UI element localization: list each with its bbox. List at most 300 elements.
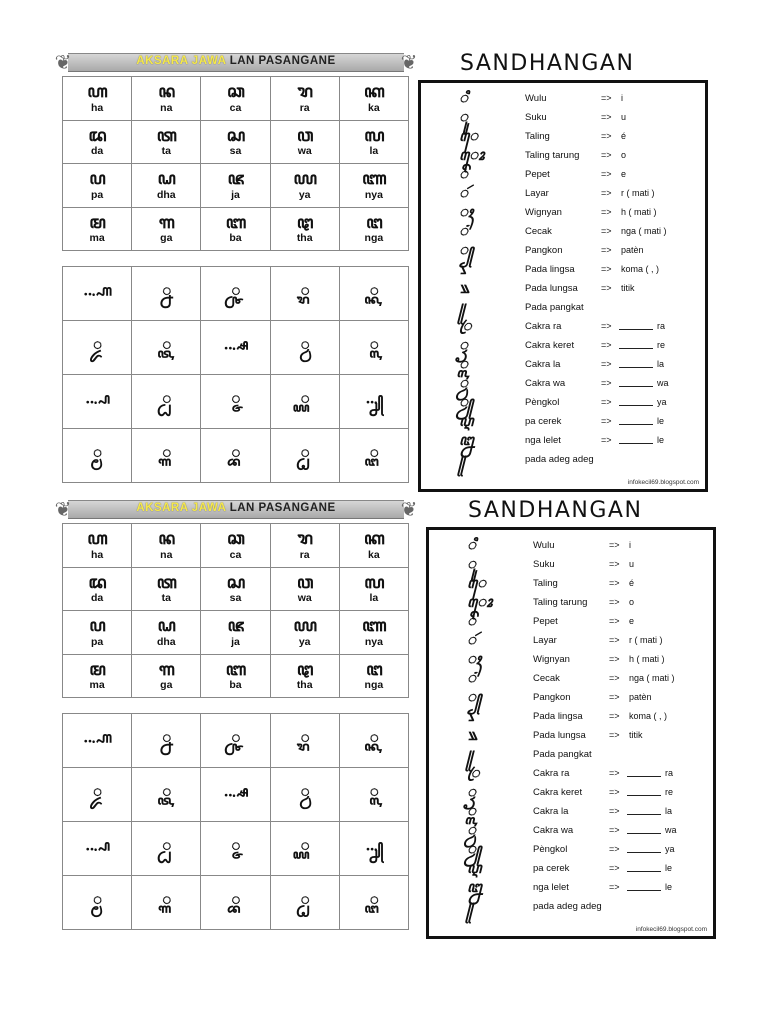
aksara-glyph: ꦢ (88, 125, 106, 146)
sandhangan-row (429, 764, 713, 783)
banner-title (54, 54, 418, 69)
sandhangan-suffix: ya (657, 397, 667, 407)
aksara-latin: ca (229, 548, 242, 561)
aksara-cell (271, 77, 340, 121)
aksara-cell (63, 611, 132, 655)
sandhangan-blank-line (627, 795, 661, 796)
sandhangan-arrow: => (601, 150, 612, 160)
sandhangan-symbol: ꦺꦴ (467, 593, 493, 611)
aksara-glyph: ꦫ (297, 529, 312, 549)
sandhangan-name: Pangkon (533, 692, 571, 703)
sandhangan-symbol: ꦾ (459, 393, 474, 411)
pasangan-cell (271, 768, 340, 822)
sandhangan-row (429, 612, 713, 631)
sandhangan-row (429, 783, 713, 802)
pasangan-cell (63, 321, 132, 375)
sandhangan-name: Cakra keret (533, 787, 583, 798)
scroll-ornament-icon: ❦ (54, 50, 72, 74)
pasangan-glyph: ꧀ꦤ (162, 281, 171, 299)
aksara-latin: la (369, 145, 379, 157)
pasangan-glyph: ꧀ꦮ (300, 782, 309, 800)
pasangan-glyph: ꧀ꦩ (93, 890, 102, 908)
pasangan-cell (132, 375, 201, 429)
aksara-cell (132, 655, 201, 699)
sandhangan-name: Pada lingsa (525, 264, 575, 275)
aksara-glyph: ꦠ (156, 572, 176, 593)
pasangan-glyph: ꧀ꦭ (369, 782, 378, 800)
sandhangan-row (421, 260, 705, 279)
sandhangan-blank-line (627, 814, 661, 815)
aksara-glyph: ꦩ (89, 659, 105, 680)
sandhangan-value: titik (621, 283, 635, 293)
sandhangan-symbol: ꦺꦴ (459, 146, 485, 164)
aksara-cell (63, 208, 132, 252)
pasangan-cell (201, 714, 270, 768)
sandhangan-symbol: ꦸ (467, 555, 476, 573)
aksara-cell (340, 568, 409, 612)
sandhangan-suffix: le (665, 882, 673, 892)
sandhangan-symbol: ꦸ (459, 108, 468, 126)
sandhangan-value: koma ( , ) (629, 711, 668, 721)
sandhangan-title: SANDHANGAN (468, 498, 643, 523)
aksara-glyph: ꦪ (293, 169, 316, 189)
sandhangan-name: Pepet (525, 169, 550, 180)
sandhangan-blank-line (619, 329, 653, 330)
sandhangan-value: i (621, 93, 623, 103)
aksara-latin: ma (89, 232, 105, 244)
sandhangan-value: titik (629, 730, 643, 740)
sandhangan-name: Taling tarung (525, 150, 580, 161)
aksara-glyph: ꦔ (366, 659, 382, 680)
sandhangan-arrow: => (609, 692, 620, 702)
sandhangan-suffix: le (657, 416, 665, 426)
sandhangan-value: é (621, 131, 627, 141)
sandhangan-arrow: => (609, 825, 620, 835)
aksara-cell (132, 208, 201, 252)
sandhangan-symbol: ꧋ (467, 745, 474, 763)
pasangan-glyph: ꧀ꦔ (369, 443, 378, 461)
pasangan-cell (271, 375, 340, 429)
sandhangan-value: é (629, 578, 635, 588)
sandhangan-row (429, 878, 713, 897)
aksara-glyph: ꦮ (296, 125, 313, 146)
sandhangan-row (429, 631, 713, 650)
pasangan-glyph: ...꧀ꦱ (223, 782, 248, 800)
banner-title (54, 501, 418, 516)
aksara-glyph: ꦠ (156, 125, 176, 146)
scroll-ornament-icon: ❦ (400, 50, 418, 74)
sandhangan-blank-line (619, 405, 653, 406)
aksara-cell (63, 524, 132, 568)
pasangan-cell (132, 267, 201, 321)
aksara-glyph: ꦗ (227, 616, 244, 636)
sandhangan-symbol: ꦿ (459, 317, 472, 335)
sandhangan-name: Pada lingsa (533, 711, 583, 722)
sandhangan-row (421, 450, 705, 469)
pasangan-cell (201, 429, 270, 483)
pasangan-glyph: ꧀ꦕ (231, 281, 240, 299)
sandhangan-name: Wignyan (533, 654, 570, 665)
aksara-banner (54, 50, 418, 74)
aksara-latin: sa (229, 592, 242, 604)
sandhangan-row (421, 412, 705, 431)
aksara-latin: ra (299, 101, 310, 114)
sandhangan-symbol: ꧈ (459, 260, 467, 278)
sandhangan-name: Layar (525, 188, 549, 199)
sandhangan-arrow: => (609, 597, 620, 607)
pasangan-glyph: ...꧀ꦚ (365, 836, 383, 854)
sandhangan-name: Pepet (533, 616, 558, 627)
sandhangan-symbol: ꦼ (459, 165, 468, 183)
sandhangan-suffix: la (665, 806, 673, 816)
aksara-cell (271, 655, 340, 699)
aksara-cell (201, 121, 270, 165)
sandhangan-name: Pèngkol (525, 397, 560, 408)
sandhangan-symbol: ꧉ (459, 279, 470, 297)
banner-title-rest: LAN PASANGANE (229, 55, 336, 67)
sandhangan-arrow: => (601, 435, 612, 445)
aksara-latin: na (160, 101, 173, 114)
sandhangan-arrow: => (609, 882, 620, 892)
pasangan-cell (201, 375, 270, 429)
sandhangan-name: Cakra wa (525, 378, 566, 389)
aksara-latin: ka (368, 101, 380, 114)
sandhangan-arrow: => (609, 616, 620, 626)
credit-text: infokecil69.blogspot.com (635, 926, 707, 933)
aksara-glyph: ꦭ (364, 572, 384, 593)
sandhangan-row (429, 840, 713, 859)
sandhangan-symbol: ꦊ (459, 431, 474, 449)
pasangan-cell (271, 876, 340, 930)
sandhangan-name: Pada pangkat (525, 302, 584, 313)
sandhangan-name: Wulu (533, 540, 555, 551)
sandhangan-row (421, 241, 705, 260)
pasangan-table (62, 266, 409, 483)
aksara-glyph: ꦝ (157, 616, 175, 636)
aksara-cell (63, 77, 132, 121)
sandhangan-arrow: => (601, 207, 612, 217)
aksara-glyph: ꦥ (89, 169, 105, 189)
sandhangan-value: r ( mati ) (621, 188, 655, 198)
aksara-glyph: ꦒ (158, 212, 174, 233)
sandhangan-row (429, 593, 713, 612)
aksara-latin: nya (364, 188, 383, 201)
sandhangan-name: Pada pangkat (533, 749, 592, 760)
sandhangan-row (421, 222, 705, 241)
sandhangan-suffix: wa (657, 378, 669, 388)
sandhangan-value: u (621, 112, 627, 122)
sandhangan-row (429, 726, 713, 745)
pasangan-glyph: ꧀ꦠ (162, 782, 171, 800)
aksara-glyph: ꦲ (87, 529, 107, 549)
aksara-cell (201, 655, 270, 699)
sandhangan-row (421, 374, 705, 393)
sandhangan-arrow: => (601, 378, 612, 388)
sandhangan-suffix: wa (665, 825, 677, 835)
sandhangan-arrow: => (609, 540, 620, 550)
sandhangan-symbol: ꦉ (467, 859, 482, 877)
pasangan-glyph: ꧀ꦕ (231, 728, 240, 746)
aksara-glyph: ꦗ (227, 169, 244, 189)
aksara-glyph: ꦱ (226, 572, 245, 593)
sandhangan-arrow: => (601, 93, 612, 103)
aksara-glyph: ꦚ (362, 169, 386, 189)
aksara-latin: pa (90, 188, 104, 201)
aksara-latin: ya (298, 188, 311, 201)
sandhangan-name: Cecak (525, 226, 552, 237)
sandhangan-row (421, 298, 705, 317)
sandhangan-name: Pèngkol (533, 844, 568, 855)
pasangan-table (62, 713, 409, 930)
aksara-cell (201, 208, 270, 252)
pasangan-cell (340, 429, 409, 483)
sandhangan-row (421, 203, 705, 222)
sandhangan-row (429, 650, 713, 669)
sandhangan-row (429, 669, 713, 688)
pasangan-glyph: ꧀ꦢ (93, 335, 102, 353)
sandhangan-name: Taling tarung (533, 597, 588, 608)
pasangan-glyph: ꧀ꦔ (369, 890, 378, 908)
sandhangan-arrow: => (601, 321, 612, 331)
pasangan-glyph: ꧀ꦭ (369, 335, 378, 353)
pasangan-glyph: ...꧀ꦲ (83, 728, 111, 746)
aksara-cell (271, 121, 340, 165)
sandhangan-symbol: ꦺ (459, 127, 479, 145)
pasangan-cell (63, 714, 132, 768)
sandhangan-name: Cakra keret (525, 340, 575, 351)
sandhangan-symbol: ꦁ (467, 669, 476, 687)
aksara-glyph: ꦕ (227, 529, 244, 549)
sandhangan-arrow: => (601, 264, 612, 274)
sandhangan-title: SANDHANGAN (460, 51, 635, 76)
aksara-latin: wa (297, 592, 312, 604)
sandhangan-arrow: => (601, 340, 612, 350)
sandhangan-row (421, 431, 705, 450)
sandhangan-row (421, 355, 705, 374)
aksara-cell (340, 164, 409, 208)
sandhangan-symbol: ꦃ (467, 650, 482, 668)
aksara-cell (271, 164, 340, 208)
pasangan-cell (63, 876, 132, 930)
sandhangan-symbol: ꦂ (459, 184, 468, 202)
pasangan-glyph: ...꧀ꦥ (85, 836, 110, 854)
banner-title-rest: LAN PASANGANE (229, 502, 336, 514)
aksara-latin: ka (368, 548, 380, 561)
sandhangan-symbol: ꦺ (467, 574, 487, 592)
sandhangan-suffix: la (657, 359, 665, 369)
aksara-cell (132, 164, 201, 208)
pasangan-cell (63, 768, 132, 822)
sandhangan-name: Suku (525, 112, 547, 123)
sandhangan-arrow: => (609, 844, 620, 854)
aksara-glyph: ꦫ (297, 82, 312, 102)
aksara-latin: da (90, 145, 104, 157)
aksara-glyph: ꦲ (87, 82, 107, 102)
sandhangan-symbol: ꦉ (459, 412, 474, 430)
pasangan-cell (63, 267, 132, 321)
sandhangan-symbol: ꦊ (467, 878, 482, 896)
aksara-cell (201, 611, 270, 655)
aksara-glyph: ꦤ (158, 529, 175, 549)
aksara-latin: ha (90, 101, 104, 114)
aksara-latin: sa (229, 145, 242, 157)
aksara-cell (340, 611, 409, 655)
sandhangan-arrow: => (601, 112, 612, 122)
aksara-cell (271, 611, 340, 655)
aksara-banner (54, 497, 418, 521)
pasangan-cell (271, 714, 340, 768)
aksara-cell (132, 611, 201, 655)
sandhangan-arrow: => (609, 635, 620, 645)
sandhangan-blank-line (619, 348, 653, 349)
aksara-glyph: ꦝ (157, 169, 175, 189)
aksara-glyph: ꦚ (362, 616, 386, 636)
pasangan-glyph: ...꧀ꦲ (83, 281, 111, 299)
aksara-latin: ca (229, 101, 242, 114)
sandhangan-row (429, 745, 713, 764)
sandhangan-row (429, 821, 713, 840)
sandhangan-name: Cakra la (533, 806, 569, 817)
aksara-glyph: ꦧ (225, 659, 246, 680)
pasangan-cell (201, 768, 270, 822)
sandhangan-value: koma ( , ) (621, 264, 660, 274)
sandhangan-row (429, 688, 713, 707)
aksara-glyph: ꦤ (158, 82, 175, 102)
aksara-latin: ja (231, 635, 240, 648)
sandhangan-symbol: ꧋ (459, 450, 466, 468)
sandhangan-panel (418, 80, 708, 492)
sandhangan-row (429, 555, 713, 574)
sandhangan-suffix: re (657, 340, 666, 350)
aksara-glyph: ꦏ (364, 82, 384, 102)
pasangan-cell (271, 321, 340, 375)
sandhangan-row (421, 336, 705, 355)
sandhangan-name: Pangkon (525, 245, 563, 256)
sandhangan-arrow: => (601, 359, 612, 369)
banner-title-highlight: AKSARA JAWA (136, 55, 226, 67)
sandhangan-name: Wulu (525, 93, 547, 104)
pasangan-cell (132, 876, 201, 930)
aksara-latin: pa (90, 635, 104, 648)
aksara-cell (340, 524, 409, 568)
sandhangan-arrow: => (601, 283, 612, 293)
sandhangan-name: pa cerek (533, 863, 570, 874)
pasangan-glyph: ꧀ꦤ (162, 728, 171, 746)
sandhangan-value: h ( mati ) (629, 654, 665, 664)
sandhangan-row (429, 574, 713, 593)
aksara-latin: nga (364, 232, 384, 244)
sandhangan-name: Cecak (533, 673, 560, 684)
sandhangan-blank-line (627, 776, 661, 777)
sandhangan-name: pada adeg adeg (533, 901, 602, 912)
aksara-latin: ta (161, 145, 171, 157)
sandhangan-row (421, 317, 705, 336)
aksara-cell (340, 121, 409, 165)
sandhangan-symbol: ꦼ (467, 612, 476, 630)
sandhangan-symbol: ꧀ (459, 241, 474, 259)
sandhangan-name: pa cerek (525, 416, 562, 427)
pasangan-cell (340, 714, 409, 768)
sandhangan-value: r ( mati ) (629, 635, 663, 645)
pasangan-cell (271, 429, 340, 483)
pasangan-cell (340, 822, 409, 876)
aksara-cell (132, 524, 201, 568)
aksara-glyph: ꦪ (293, 616, 316, 636)
sandhangan-value: e (629, 616, 635, 626)
pasangan-glyph: ꧀ꦛ (300, 890, 309, 908)
pasangan-cell (63, 375, 132, 429)
sandhangan-arrow: => (601, 169, 612, 179)
sandhangan-value: i (629, 540, 631, 550)
sandhangan-value: patèn (629, 692, 652, 702)
sandhangan-symbol: ꦿ (467, 764, 480, 782)
sandhangan-symbol: ꧀ꦭ (467, 802, 476, 820)
sandhangan-symbol: ꧀ꦮ (467, 821, 476, 839)
pasangan-cell (201, 876, 270, 930)
sandhangan-name: Taling (533, 578, 558, 589)
pasangan-cell (132, 321, 201, 375)
sandhangan-arrow: => (601, 416, 612, 426)
sandhangan-blank-line (619, 386, 653, 387)
pasangan-glyph: ...꧀ꦚ (365, 389, 383, 407)
aksara-glyph: ꦩ (89, 212, 105, 233)
aksara-glyph: ꦮ (296, 572, 313, 593)
pasangan-glyph: ꧀ꦒ (162, 443, 171, 461)
pasangan-glyph: ꧀ꦛ (300, 443, 309, 461)
pasangan-glyph: ꧀ꦪ (300, 836, 309, 854)
aksara-cell (132, 77, 201, 121)
sandhangan-blank-line (619, 443, 653, 444)
aksara-cell (201, 164, 270, 208)
sandhangan-name: pada adeg adeg (525, 454, 594, 465)
aksara-latin: ya (298, 635, 311, 648)
sandhangan-symbol: ꧋ (459, 298, 466, 316)
sandhangan-value: patèn (621, 245, 644, 255)
banner-title-highlight: AKSARA JAWA (136, 502, 226, 514)
pasangan-glyph: ꧀ꦏ (369, 281, 378, 299)
pasangan-glyph: ꧀ꦏ (369, 728, 378, 746)
pasangan-cell (201, 267, 270, 321)
pasangan-cell (271, 822, 340, 876)
aksara-cell (63, 121, 132, 165)
aksara-glyph: ꦔ (366, 212, 382, 233)
sandhangan-blank-line (619, 424, 653, 425)
pasangan-cell (340, 876, 409, 930)
pasangan-cell (340, 267, 409, 321)
sandhangan-symbol: ꧀ (467, 688, 482, 706)
sandhangan-arrow: => (609, 654, 620, 664)
pasangan-glyph: ꧀ꦝ (162, 836, 171, 854)
sandhangan-arrow: => (609, 559, 620, 569)
sandhangan-row (421, 146, 705, 165)
aksara-glyph: ꦛ (296, 659, 313, 680)
pasangan-glyph: ꧀ꦢ (93, 782, 102, 800)
sheet-bottom (0, 497, 768, 942)
sandhangan-symbol: ꦂ (467, 631, 476, 649)
aksara-cell (271, 208, 340, 252)
sandhangan-name: Cakra ra (525, 321, 562, 332)
aksara-cell (132, 568, 201, 612)
aksara-cell (340, 208, 409, 252)
aksara-glyph: ꦏ (364, 529, 384, 549)
sandhangan-symbol: ꦾ (467, 840, 482, 858)
sandhangan-row (429, 707, 713, 726)
aksara-cell (201, 77, 270, 121)
aksara-glyph: ꦛ (296, 212, 313, 233)
sandhangan-row (429, 802, 713, 821)
pasangan-cell (201, 822, 270, 876)
pasangan-glyph: ꧀ꦫ (300, 281, 309, 299)
